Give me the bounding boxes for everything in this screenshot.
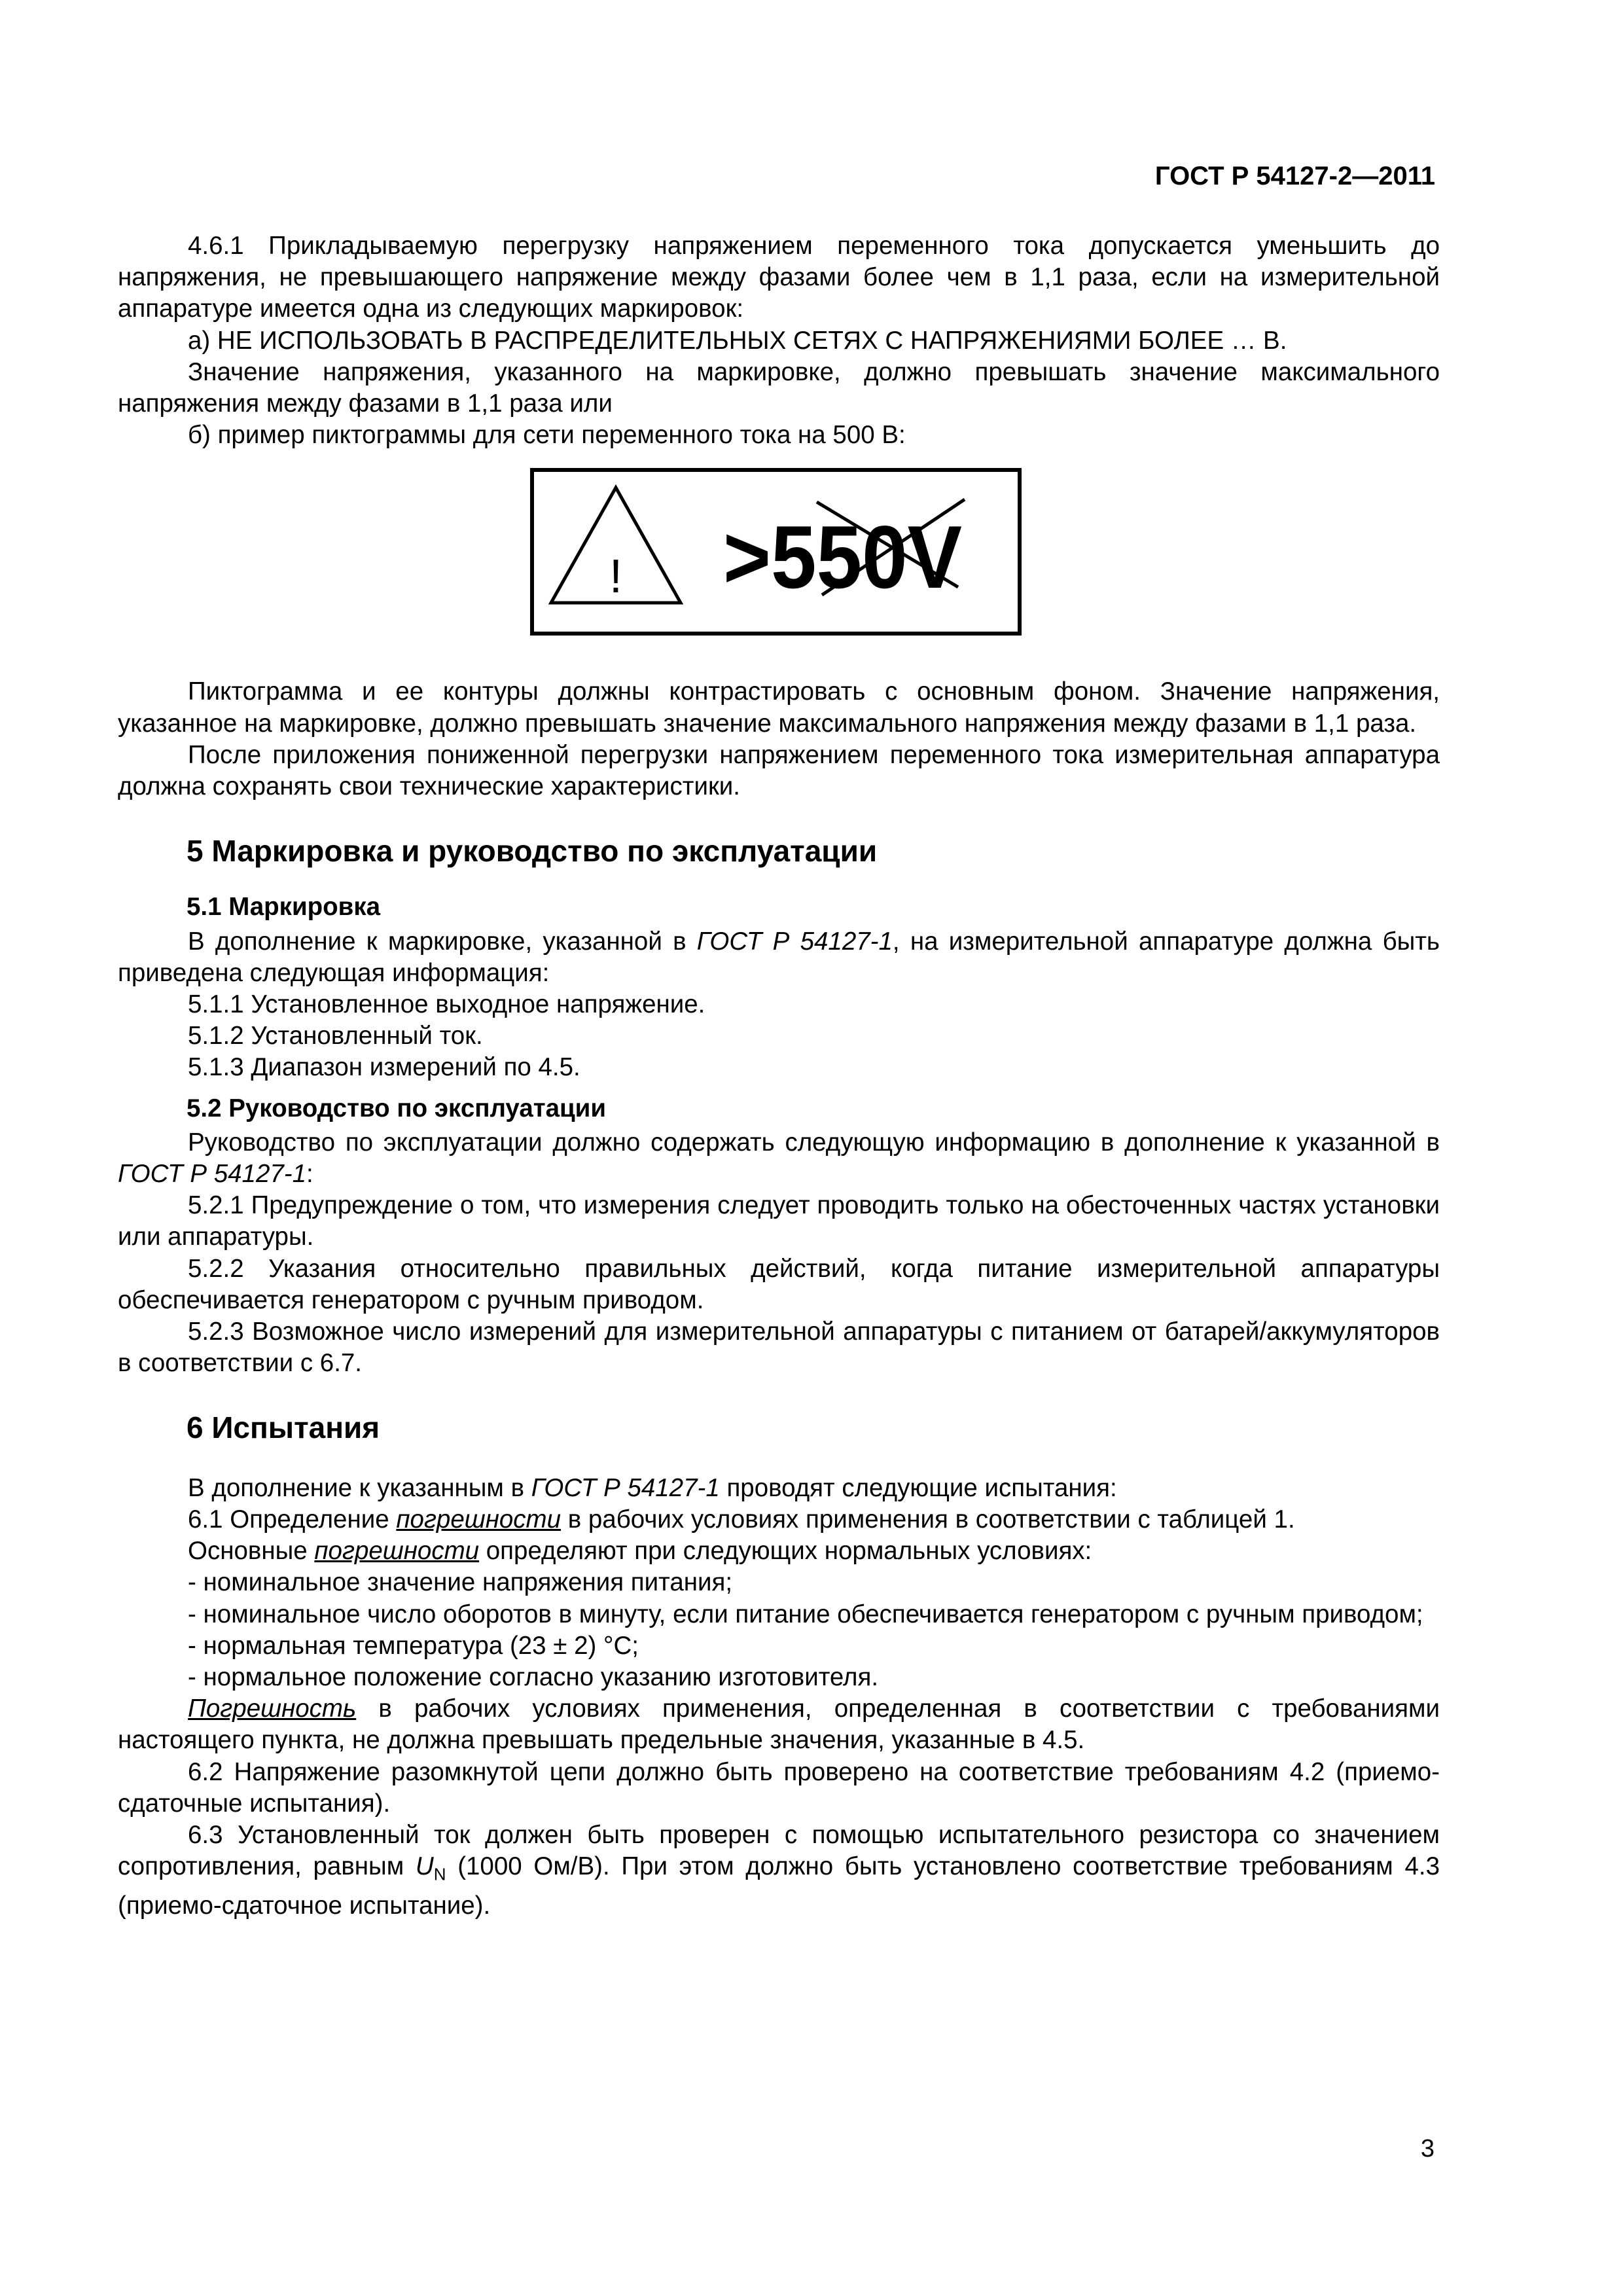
item-5-1-1: 5.1.1 Установленное выходное напряжение. xyxy=(188,990,705,1019)
item-6-3: 6.3 Установленный ток должен быть проверен с помощью испытательного резистора со значением сопротивления, равным $U_N$ (1000 Ом/В). При этом должно быть установлено соответствие требованиям 4.3 (приемо-сдаточное испытание). xyxy=(118,1820,1440,1920)
marking-item-a: а) НЕ ИСПОЛЬЗОВАТЬ В РАСПРЕДЕЛИТЕЛЬНЫХ СЕТЯХ С НАПРЯЖЕНИЯМИ БОЛЕЕ … В. xyxy=(188,326,1287,355)
section-5-title: 5 Маркировка и руководство по эксплуатации xyxy=(187,834,878,869)
paragraph-pictogram-contrast: Пиктограмма и ее контуры должны контрастировать с основным фоном. Значение напряжения, указанное на маркировке, должно превышать значение максимального напряжения между фазами в 1,1 раза. xyxy=(118,677,1440,738)
item-6-2: 6.2 Напряжение разомкнутой цепи должно быть проверено на соответствие требованиям 4.2 (приемо-сдаточные испытания). xyxy=(118,1757,1440,1818)
pictogram-voltage-label: >550V xyxy=(723,507,962,607)
pictogram-area xyxy=(118,468,1440,676)
condition-3: - нормальная температура (23 ± 2) °С; xyxy=(188,1631,639,1660)
paragraph-4-6-1: 4.6.1 Прикладываемую перегрузку напряжением переменного тока допускается уменьшить до напряжения, не превышающего напряжение между фазами более чем в 1,1 раза, если на измерительной аппаратуре имеется одна из следующих маркировок: xyxy=(118,232,1440,323)
section-5-1-title: 5.1 Маркировка xyxy=(187,893,381,922)
item-5-2-1: 5.2.1 Предупреждение о том, что измерения следует проводить только на обесточенных частях установки или аппаратуры. xyxy=(118,1191,1440,1251)
reference-gost-1: ГОСТ Р 54127-1 xyxy=(531,1473,720,1502)
condition-4: - нормальное положение согласно указанию изготовителя. xyxy=(188,1662,879,1691)
paragraph-5-1: В дополнение к маркировке, указанной в ГОСТ Р 54127-1, на измерительной аппаратуре должна быть приведена следующая информация: xyxy=(118,927,1440,987)
marking-item-b: б) пример пиктограммы для сети переменного тока на 500 В: xyxy=(188,421,906,450)
condition-2: - номинальное число оборотов в минуту, если питание обеспечивается генератором с ручным приводом; xyxy=(188,1600,1423,1628)
paragraph-6-intro: В дополнение к указанным в ГОСТ Р 54127-1 проводят следующие испытания: xyxy=(188,1473,1117,1502)
section-6-title: 6 Испытания xyxy=(187,1410,380,1445)
paragraph-voltage-value: Значение напряжения, указанного на маркировке, должно превышать значение максимального напряжения между фазами в 1,1 раза или xyxy=(118,357,1440,418)
voltage-pictogram xyxy=(530,468,1022,636)
term-error-capital: Погрешность xyxy=(188,1695,357,1723)
section-5-2-title: 5.2 Руководство по эксплуатации xyxy=(187,1094,607,1122)
document-body xyxy=(118,230,1440,1922)
term-errors: погрешности xyxy=(314,1537,480,1566)
variable-u: U xyxy=(415,1852,434,1881)
reference-gost-1: ГОСТ Р 54127-1 xyxy=(696,927,893,956)
term-error: погрешности xyxy=(396,1505,562,1534)
reference-gost-1: ГОСТ Р 54127-1 xyxy=(118,1160,307,1189)
variable-subscript: N xyxy=(433,1864,446,1884)
condition-1: - номинальное значение напряжения питания; xyxy=(188,1568,733,1597)
item-6-1: 6.1 Определение погрешности в рабочих условиях применения в соответствии с таблицей 1. xyxy=(188,1505,1295,1534)
item-5-1-3: 5.1.3 Диапазон измерений по 4.5. xyxy=(188,1053,580,1082)
paragraph-basic-errors: Основные погрешности определяют при следующих нормальных условиях: xyxy=(188,1537,1092,1566)
paragraph-error-limit: Погрешность в рабочих условиях применения, определенная в соответствии с требованиями настоящего пункта, не должна превышать предельные значения, указанные в 4.5. xyxy=(118,1695,1440,1755)
paragraph-5-2: Руководство по эксплуатации должно содержать следующую информацию в дополнение к указанной в ГОСТ Р 54127-1: xyxy=(118,1128,1440,1189)
warning-exclamation: ! xyxy=(609,550,623,603)
document-header: ГОСТ Р 54127-2—2011 xyxy=(1154,162,1435,190)
item-5-2-2: 5.2.2 Указания относительно правильных действий, когда питание измерительной аппаратуры обеспечивается генератором с ручным приводом. xyxy=(118,1254,1440,1314)
page-number: 3 xyxy=(1420,2135,1435,2162)
item-5-2-3: 5.2.3 Возможное число измерений для измерительной аппаратуры с питанием от батарей/аккумуляторов в соответствии с 6.7. xyxy=(118,1318,1440,1378)
paragraph-after-overload: После приложения пониженной перегрузки напряжением переменного тока измерительная аппаратура должна сохранять свои технические характеристики. xyxy=(118,740,1440,801)
item-5-1-2: 5.1.2 Установленный ток. xyxy=(188,1022,483,1050)
